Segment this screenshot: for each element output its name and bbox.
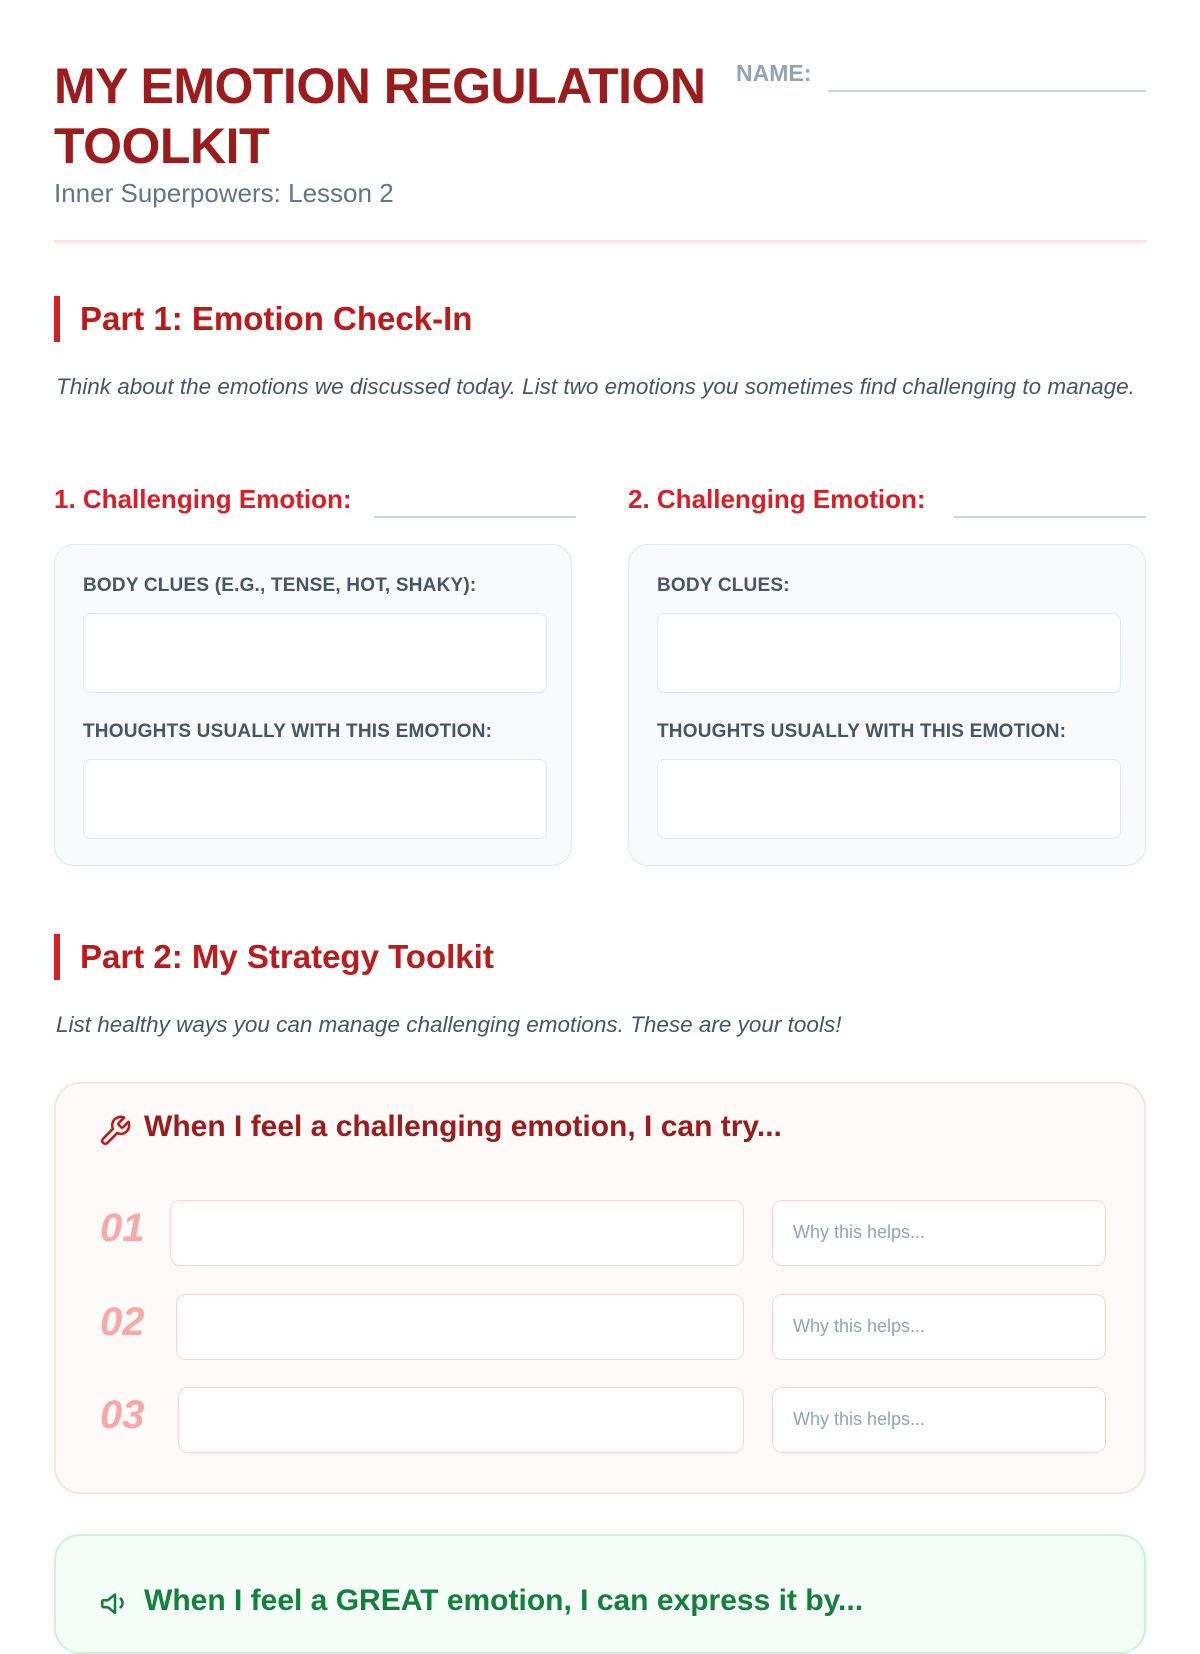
- strategy-input-1[interactable]: [170, 1200, 744, 1266]
- why-input-3[interactable]: [772, 1387, 1106, 1453]
- strategy-number-3: 03: [100, 1393, 145, 1437]
- thoughts-label: THOUGHTS USUALLY WITH THIS EMOTION:: [657, 721, 1067, 742]
- body-clues-label: BODY CLUES (E.G., TENSE, HOT, SHAKY):: [83, 575, 477, 596]
- great-emotion-title: When I feel a GREAT emotion, I can express it by...: [144, 1584, 864, 1617]
- part2-heading-text: Part 2: My Strategy Toolkit: [80, 938, 494, 975]
- why-placeholder: Why this helps...: [793, 1222, 926, 1242]
- header-divider: [54, 240, 1146, 243]
- strategy-toolkit-card: [54, 1082, 1146, 1494]
- name-label: NAME:: [736, 60, 812, 86]
- strategy-input-3[interactable]: [178, 1387, 744, 1453]
- strategy-number-2: 02: [100, 1300, 145, 1344]
- page-subtitle: Inner Superpowers: Lesson 2: [54, 178, 394, 208]
- body-clues-label: BODY CLUES:: [657, 575, 790, 596]
- part2-instructions: List healthy ways you can manage challenging emotions. These are your tools!: [56, 1012, 842, 1037]
- emotion-2-card: [628, 544, 1146, 866]
- why-placeholder: Why this helps...: [793, 1316, 926, 1336]
- emotion-2-input-line[interactable]: [954, 516, 1146, 518]
- wrench-icon: [98, 1114, 132, 1148]
- body-clues-field[interactable]: [657, 613, 1121, 693]
- why-input-2[interactable]: [772, 1294, 1106, 1360]
- strategy-input-2[interactable]: [176, 1294, 744, 1360]
- thoughts-field[interactable]: [83, 759, 547, 839]
- part1-heading: [54, 296, 1152, 342]
- emotion-1-label: 1. Challenging Emotion:: [54, 484, 352, 514]
- part1-heading-text: Part 1: Emotion Check-In: [80, 300, 473, 337]
- part1-instructions: Think about the emotions we discussed today. List two emotions you sometimes find challenging to manage.: [56, 374, 1135, 399]
- emotion-2-label: 2. Challenging Emotion:: [628, 484, 926, 514]
- why-input-1[interactable]: [772, 1200, 1106, 1266]
- strategy-number-1: 01: [100, 1206, 145, 1250]
- toolkit-title: When I feel a challenging emotion, I can try...: [144, 1110, 782, 1143]
- page-title: MY EMOTION REGULATION TOOLKIT: [54, 58, 706, 174]
- thoughts-label: THOUGHTS USUALLY WITH THIS EMOTION:: [83, 721, 493, 742]
- emotion-1-input-line[interactable]: [374, 516, 576, 518]
- name-input-line[interactable]: [828, 90, 1146, 92]
- part2-heading: [54, 934, 1152, 980]
- emotion-1-card: [54, 544, 572, 866]
- thoughts-field[interactable]: [657, 759, 1121, 839]
- megaphone-icon: [98, 1586, 132, 1620]
- why-placeholder: Why this helps...: [793, 1409, 926, 1429]
- great-emotion-card: [54, 1534, 1146, 1654]
- body-clues-field[interactable]: [83, 613, 547, 693]
